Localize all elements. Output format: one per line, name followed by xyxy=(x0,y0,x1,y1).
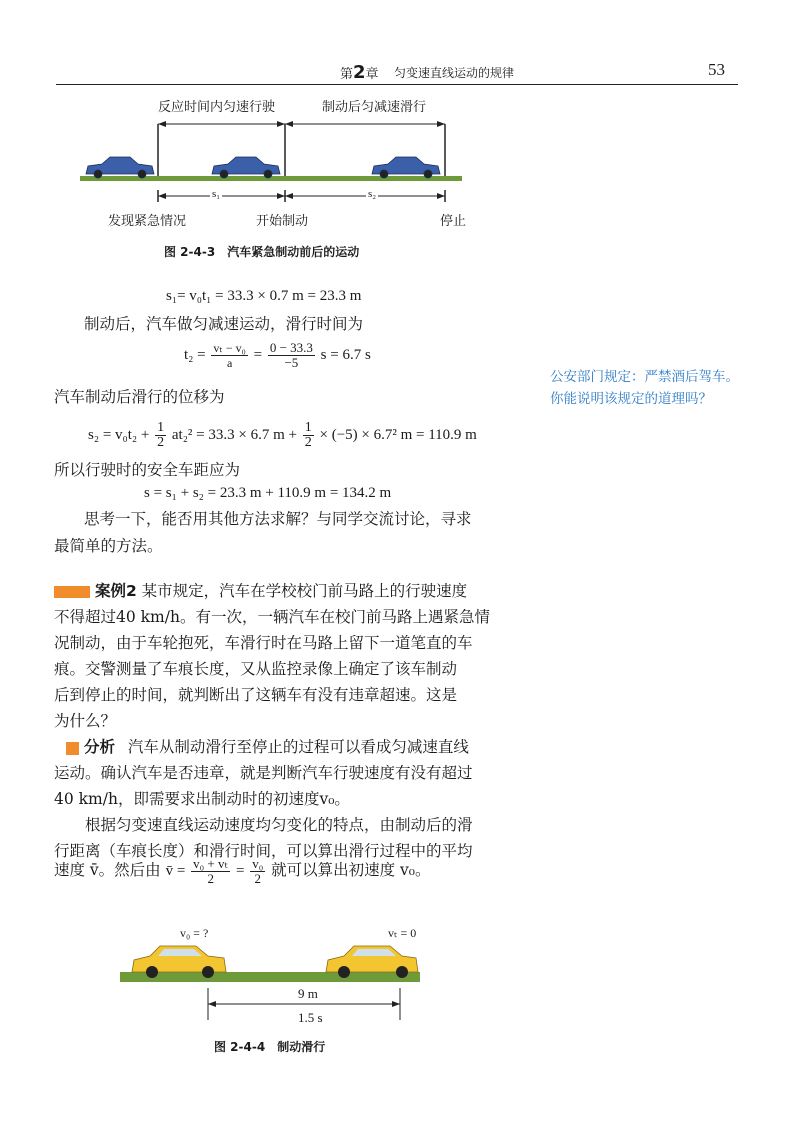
think-line-1: 思考一下，能否用其他方法求解？与同学交流讨论，寻求 xyxy=(84,510,472,528)
analysis-block: 分析 汽车从制动滑行至停止的过程可以看成匀减速直线 运动。确认汽车是否违章，就是判断汽车行驶速度有没有超过 40 km/h，即需要求出制动时的初速度v₀。 根据匀变速直线运动速度均匀变化的特点，由制动后的滑 行距离（车痕长度）和滑行时间，可以算出滑行过程中的平均 xyxy=(54,738,473,860)
page-number: 53 xyxy=(708,60,725,79)
text-safe-distance: 所以行驶时的安全车距应为 xyxy=(54,461,241,479)
case2-marker xyxy=(54,586,90,598)
label-start-brake: 开始制动 xyxy=(256,214,309,229)
label-vt: vₜ = 0 xyxy=(388,926,417,940)
analysis-marker xyxy=(66,742,79,755)
chapter-title: 匀变速直线运动的规律 xyxy=(394,66,515,80)
label-v0: v₀ = ? xyxy=(180,926,209,940)
figure-caption-1: 图 2-4-3 汽车紧急制动前后的运动 xyxy=(164,245,360,259)
label-stop: 停止 xyxy=(440,214,467,229)
chapter-number: 第2章 xyxy=(340,62,379,83)
car-2 xyxy=(212,157,280,178)
label-distance: 9 m xyxy=(298,986,318,1001)
case2-block: 案例2 某市规定，汽车在学校校门前马路上的行驶速度 不得超过40 km/h。有一次，一辆汽车在校门前马路上遇紧急情 况制动，由于车轮抱死，车滑行时在马路上留下一道笔直的车 痕。交警测量了车痕长度，又从监控录像上确定了该车制动 后到停止的时间，就判断出了这辆车有没有违章超速。这是 为什么？ xyxy=(54,582,490,730)
case2-label: 案例2 xyxy=(94,582,137,600)
skid-diagram xyxy=(120,938,430,1024)
label-braking-phase: 制动后匀减速滑行 xyxy=(322,100,427,115)
think-line-2: 最简单的方法。 xyxy=(54,537,163,555)
label-reaction-phase: 反应时间内匀速行驶 xyxy=(158,100,276,115)
label-s1: s₁ xyxy=(212,188,221,200)
equation-s: s = s₁ + s₂ = 23.3 m + 110.9 m = 134.2 m xyxy=(144,485,392,501)
label-s2: s₂ xyxy=(368,188,377,200)
car-3 xyxy=(372,157,440,178)
sidenote: 公安部门规定：严禁酒后驾车。你能说明该规定的道理吗？ xyxy=(550,369,739,407)
equation-s1: s₁= v₀t₁ = 33.3 × 0.7 m = 23.3 m xyxy=(166,288,362,304)
analysis-last-line: 速度 v̄。然后由 v̄ = $\frac{\text{v₀ + vₜ}}{2}$ = $\frac{\text{v₀}}{2}$ 就可以算出初速度 v₀。 xyxy=(54,856,431,887)
figure-caption-2: 图 2-4-4 制动滑行 xyxy=(214,1040,326,1054)
braking-motion-diagram xyxy=(80,110,480,220)
analysis-label: 分析 xyxy=(83,738,115,756)
text-displacement: 汽车制动后滑行的位移为 xyxy=(54,388,225,406)
equation-s2: s₂ = v₀t₂ + $\frac{1}{2}$ at₂² = 33.3 × 6.7 m + $\frac{1}{2}$ × (−5) × 6.7² m = 110.9 m xyxy=(88,420,477,450)
label-emergency: 发现紧急情况 xyxy=(108,214,187,229)
equation-t2: t₂ = $\frac{\text{vₜ − v₀}}{a}$ = $\frac{0 - 33.3}{-5}$ s = 6.7 s xyxy=(184,340,371,370)
text-after-brake: 制动后，汽车做匀减速运动，滑行时间为 xyxy=(84,315,364,333)
car-1 xyxy=(86,157,154,178)
label-time: 1.5 s xyxy=(298,1010,323,1025)
header-rule xyxy=(56,84,738,85)
